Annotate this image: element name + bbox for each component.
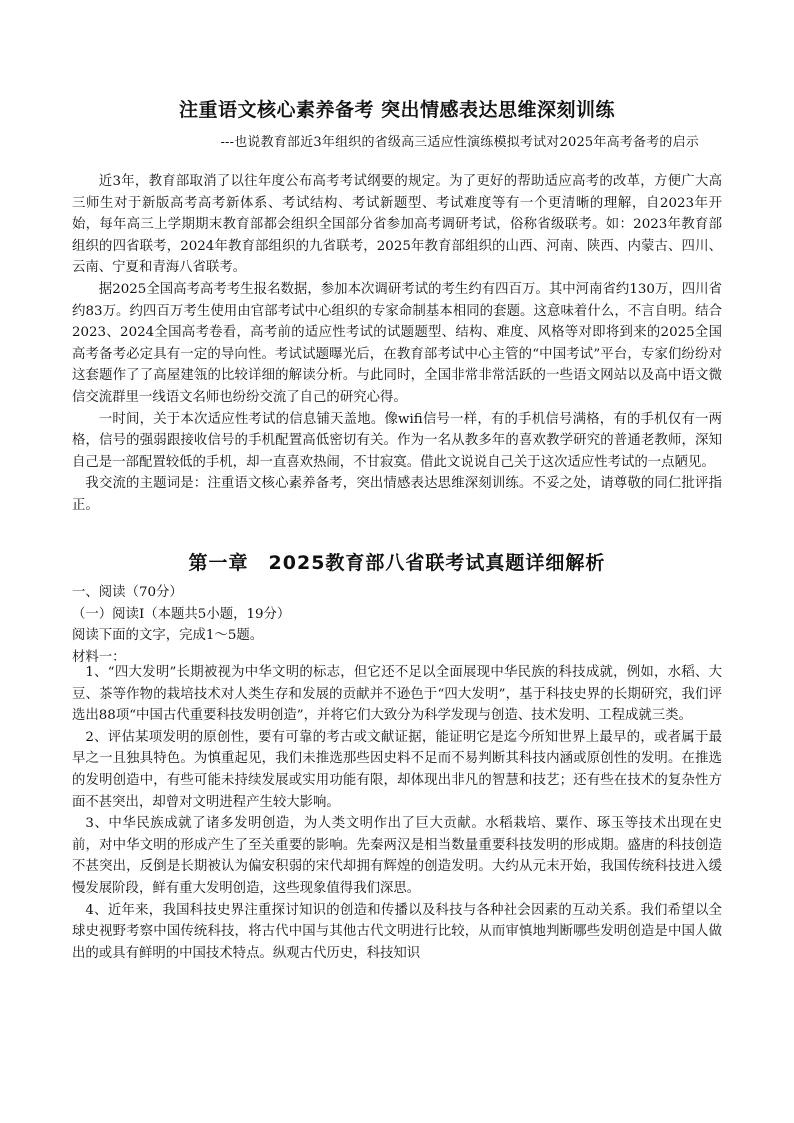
material-paragraph-3: 3、中华民族成就了诸多发明创造，为人类文明作出了巨大贡献。水稻栽培、粟作、琢玉等技术出现在史前，对中华文明的形成产生了至关重要的影响。先秦两汉是相当数量重要科技发明的形成期。盛唐的科技创造不甚突出，反倒是长期被认为偏安积弱的宋代却拥有辉煌的创造发明。大约从元末开始，我国传统科技进入缓慢发展阶段，鲜有重大发明创造，这些现象值得我们深思。 (72, 816, 722, 896)
reading-instruction: 阅读下面的文字，完成1～5题。 (72, 628, 264, 644)
material-paragraph-2: 2、评估某项发明的原创性，要有可靠的考古或文献证据，能证明它是迄今所知世界上最早的，或者属于最早之一且独具特色。为慎重起见，我们未推选那些因史料不足而不易判断其科技内涵或原创性的发明。在推选的发明创造中，有些可能未持续发展或实用功能有限，却体现出非凡的智慧和技艺；还有些在技术的复杂性方面不甚突出，却曾对文明进程产生较大影响。 (72, 729, 722, 810)
material-paragraph-4: 4、近年来，我国科技史界注重探讨知识的创造和传播以及科技与各种社会因素的互动关系。我们希望以全球史视野考察中国传统科技，将古代中国与其他古代文明进行比较，从而审慎地判断哪些发明创造是中国人做出的或具有鲜明的中国技术特点。纵观古代历史，科技知识 (72, 902, 722, 961)
intro-section (72, 171, 722, 517)
intro-paragraph-1: 近3年，教育部取消了以往年度公布高考考试纲要的规定。为了更好的帮助适应高考的改革，方便广大高三师生对于新版高考高考新体系、考试结构、考试新题型、考试难度等有一个更清晰的理解，自2023年开始，每年高三上学期期末教育部都会组织全国部分省参加高考调研考试，俗称省级联考。如：2023年教育部组织的四省联考，2024年教育部组织的九省联考，2025年教育部组织的山西、河南、陕西、内蒙古、四川、云南、宁夏和青海八省联考。 (72, 174, 722, 276)
document-subtitle: ---也说教育部近3年组织的省级高三适应性演练模拟考试对2025年高考备考的启示 (220, 135, 699, 150)
intro-paragraph-2: 据2025全国高考高考考生报名数据，参加本次调研考试的考生约有四百万。其中河南省约130万，四川省约83万。约四百万考生使用由官部考试中心组织的专家命制基本相同的套题。这意味着什么，不言自明。结合2023、2024全国高考卷看，高考前的适应性考试的试题题型、结构、难度、风格等对即将到来的2025全国高考备考必定具有一定的导向性。考试试题曝光后，在教育部考试中心主管的“中国考试”平台，专家们纷纷对这套题作了了高屋建瓴的比较详细的解读分析。与此同时，全国非常非常活跃的一些语文网站以及高中语文微信交流群里一线语文名师也纷纷交流了自己的研究心得。 (72, 281, 722, 405)
reading1-heading: （一）阅读Ⅰ（本题共5小题，19分） (72, 606, 291, 622)
intro-paragraph-3: 一时间，关于本次适应性考试的信息铺天盖地。像wifi信号一样，有的手机信号满格，有的手机仅有一两格，信号的强弱跟接收信号的手机配置高低密切有关。作为一名从教多年的喜欢教学研究的普通老教师，深知自己是一部配置较低的手机，却一直喜欢热闹，不甘寂寞。借此文说说自己关于这次适应性考试的一点陋见。 (72, 411, 722, 470)
reading-heading: 一、阅读（70分） (72, 585, 183, 600)
material-paragraph-1: 1、“四大发明”长期被视为中华文明的标志，但它还不足以全面展现中华民族的科技成就，例如，水稻、大豆、茶等作物的栽培技术对人类生存和发展的贡献并不逊色于“四大发明”，基于科技史界的长期研究，我们评选出88项“中国古代重要科技发明创造”，并将它们大致分为科学发现与创造、技术发明、工程成就三类。 (72, 665, 722, 724)
section-headings (72, 582, 722, 668)
material-label: 材料一： (72, 649, 126, 665)
document-title: 注重语文核心素养备考 突出情感表达思维深刻训练 (178, 99, 616, 121)
chapter-title: 第一章 2025教育部八省联考试真题详细解析 (188, 552, 606, 574)
intro-paragraph-4: 我交流的主题词是：注重语文核心素养备考，突出情感表达思维深刻训练。不妥之处，请尊敬的同仁批评指正。 (72, 476, 722, 513)
material-section (72, 662, 722, 964)
